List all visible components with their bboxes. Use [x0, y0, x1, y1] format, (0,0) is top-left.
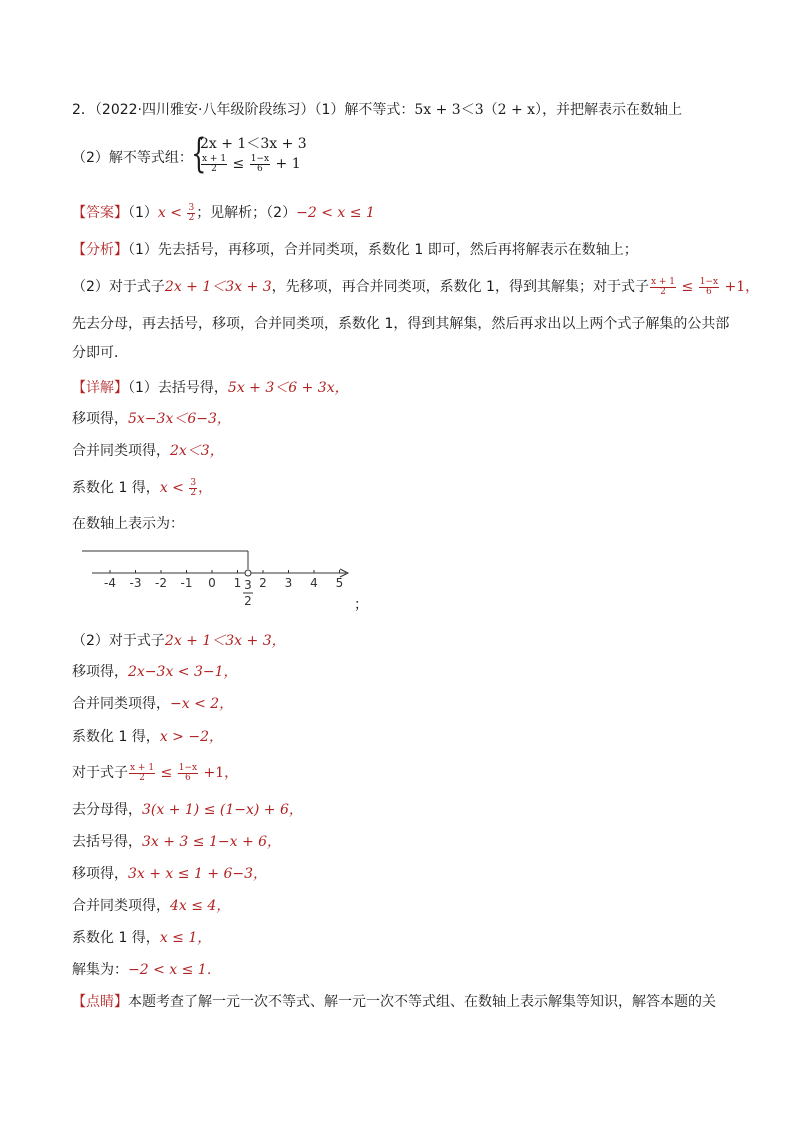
fraction-denominator: 2 — [660, 286, 666, 297]
remark-line — [72, 992, 716, 1012]
fraction-denominator: 6 — [257, 163, 263, 174]
answer-tag: 【答案】 — [72, 205, 128, 221]
answer-line — [72, 203, 375, 223]
relation: ≤ — [677, 279, 698, 295]
analysis-line-4: 分即可． — [72, 345, 128, 361]
axis-tick-label: -4 — [104, 576, 116, 590]
axis-tick-label: 0 — [208, 576, 216, 590]
number-line-intro: 在数轴上表示为： — [72, 516, 184, 532]
number-line-semicolon: ； — [354, 597, 368, 613]
step-text: 移项得， — [72, 411, 128, 427]
axis-tick-label: 1 — [233, 576, 242, 590]
fraction-denominator: 6 — [185, 772, 191, 783]
step-text: 去括号得， — [72, 834, 142, 850]
analysis-text: ，先移项，再合并同类项，系数化 1，得到其解集；对于式子 — [271, 279, 649, 295]
step-expr: x > −2， — [159, 729, 223, 745]
endpoint-label-den: 2 — [244, 594, 252, 608]
analysis-line-2 — [72, 277, 759, 297]
step-expr: 2x−3x < 3−1， — [128, 664, 238, 680]
analysis-expr: +1， — [720, 279, 760, 295]
detail-step — [72, 662, 238, 682]
analysis-line-1 — [72, 240, 638, 260]
step-text: 移项得， — [72, 664, 128, 680]
fraction — [699, 278, 719, 297]
relation: ≤ — [156, 765, 177, 781]
fraction-denominator: 2 — [190, 487, 197, 498]
system-line-2 — [200, 154, 307, 174]
fraction-numerator: 3 — [188, 202, 195, 213]
fraction — [178, 764, 198, 783]
open-endpoint — [245, 570, 251, 576]
step-expr: +1， — [199, 765, 239, 781]
step-text: 移项得， — [72, 866, 128, 882]
step-expr: −x < 2， — [170, 696, 234, 712]
step-expr: 5x−3x＜6−3， — [128, 411, 231, 427]
part1-suffix: ，并把解表示在数轴上 — [542, 102, 683, 118]
system-tail: + 1 — [271, 156, 301, 172]
relation: ≤ — [228, 156, 249, 172]
detail-step — [72, 896, 230, 916]
fraction-denominator: 6 — [705, 286, 712, 297]
answer-text: （1） — [128, 205, 158, 221]
step-text: 合并同类项得， — [72, 443, 170, 459]
fraction-numerator: 1−x — [178, 762, 198, 773]
axis-tick-label: -3 — [129, 576, 142, 590]
detail-step — [72, 928, 211, 948]
problem-source: （2022·四川雅安·八年级阶段练习） — [94, 102, 315, 118]
step-text: （2）对于式子 — [72, 633, 165, 649]
axis-tick-label: 3 — [284, 576, 293, 590]
step-text: 合并同类项得， — [72, 898, 170, 914]
step-text: 解集为： — [72, 962, 128, 978]
step-expr: 2x + 1＜3x + 3， — [164, 633, 286, 649]
fraction-denominator: 2 — [139, 772, 145, 783]
detail-step — [72, 441, 224, 461]
step-expr: 3(x + 1) ≤ (1−x) + 6， — [142, 802, 303, 818]
fraction — [650, 278, 676, 297]
detail-step — [72, 478, 212, 498]
step-text: 对于式子 — [72, 765, 128, 781]
axis-tick-label: 2 — [259, 576, 267, 590]
step-expr: x < — [159, 480, 189, 496]
detail-step — [72, 960, 221, 980]
fraction-numerator: x + 1 — [130, 762, 155, 773]
fraction-numerator: 1−x — [250, 153, 270, 164]
step-text: 去分母得， — [72, 802, 142, 818]
fraction — [201, 155, 227, 174]
system-brace: { — [191, 131, 207, 177]
detail-step — [72, 763, 238, 783]
endpoint-label-num: 3 — [244, 578, 252, 592]
detail-step — [72, 832, 281, 852]
step-expr: ， — [198, 480, 213, 496]
fraction-denominator: 2 — [211, 163, 217, 174]
step-expr: 4x ≤ 4， — [170, 898, 231, 914]
detail-step — [72, 378, 349, 398]
remark-text: 本题考查了解一元一次不等式、解一元一次不等式组、在数轴上表示解集等知识，解答本题的关 — [128, 994, 716, 1010]
analysis-expr: 2x + 1＜3x + 3 — [164, 279, 272, 295]
inequality-system — [200, 134, 307, 174]
analysis-line-3: 先去分母，再去括号，移项，合并同类项，系数化 1，得到其解集，然后再求出以上两个式子解集的公共部 — [72, 316, 730, 332]
step-text: 系数化 1 得， — [72, 729, 160, 745]
answer-expr: x < — [157, 205, 187, 221]
system-line-1: 2x + 1＜3x + 3 — [200, 136, 307, 152]
fraction — [129, 764, 155, 783]
axis-tick-label: 5 — [335, 576, 344, 590]
part2-prefix: （2）解不等式组： — [72, 150, 193, 166]
fraction-numerator: x + 1 — [650, 276, 676, 287]
problem-number: 2． — [72, 102, 95, 118]
fraction-numerator: x + 1 — [202, 153, 227, 164]
axis-tick-label: -2 — [155, 576, 167, 590]
problem-line-1 — [72, 100, 682, 120]
part1-inequality: 5x + 3＜3（2 + x） — [414, 102, 543, 118]
part1-prefix: （1）解不等式： — [314, 102, 415, 118]
detail-tag: 【详解】 — [72, 380, 128, 396]
detail-step — [72, 864, 267, 884]
analysis-text: （1）先去括号，再移项，合并同类项，系数化 1 即可，然后再将解表示在数轴上； — [128, 242, 638, 258]
step-expr: −2 < x ≤ 1． — [128, 962, 221, 978]
fraction — [189, 479, 197, 498]
step-expr: 3x + 3 ≤ 1−x + 6， — [142, 834, 282, 850]
step-text: 合并同类项得， — [72, 696, 170, 712]
detail-step — [72, 694, 233, 714]
fraction-numerator: 3 — [190, 477, 197, 488]
fraction-denominator: 2 — [188, 212, 195, 223]
axis-tick-label: 4 — [310, 576, 318, 590]
number-line — [74, 545, 364, 610]
problem-line-2 — [72, 148, 193, 168]
detail-step — [72, 409, 231, 429]
analysis-text: （2）对于式子 — [72, 279, 165, 295]
step-expr: x ≤ 1， — [159, 930, 212, 946]
answer-text: ；见解析；（2） — [196, 205, 297, 221]
fraction — [250, 155, 270, 174]
fraction — [187, 204, 195, 223]
step-expr: 3x + x ≤ 1 + 6−3， — [128, 866, 268, 882]
answer-expr: −2 < x ≤ 1 — [296, 205, 375, 221]
axis-tick-label: -1 — [180, 576, 193, 590]
analysis-tag: 【分析】 — [72, 242, 128, 258]
step-text: （1）去括号得， — [128, 380, 228, 396]
detail-step — [72, 727, 223, 747]
detail-step — [72, 800, 303, 820]
step-text: 系数化 1 得， — [72, 480, 160, 496]
remark-tag: 【点睛】 — [72, 994, 128, 1010]
detail-step — [72, 631, 286, 651]
step-text: 系数化 1 得， — [72, 930, 160, 946]
step-expr: 5x + 3＜6 + 3x， — [227, 380, 349, 396]
step-expr: 2x＜3， — [170, 443, 224, 459]
fraction-numerator: 1−x — [699, 276, 719, 287]
